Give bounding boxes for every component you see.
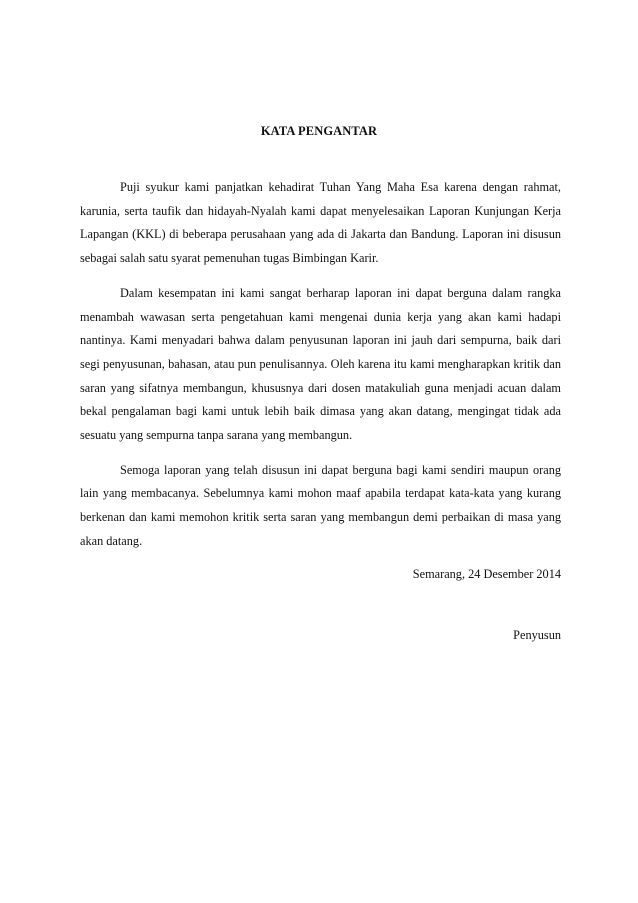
paragraph-1: Puji syukur kami panjatkan kehadirat Tuhan Yang Maha Esa karena dengan rahmat, karunia, serta taufik dan hidayah-Nyalah kami dapat menyelesaikan Laporan Kunjungan Kerja Lapangan (KKL) di beberapa perusahaan yang ada di Jakarta dan Bandung. Laporan ini disusun sebagai salah satu syarat pemenuhan tugas Bimbingan Karir. <box>80 180 561 266</box>
paragraph-2: Dalam kesempatan ini kami sangat berharap laporan ini dapat berguna dalam rangka menambah wawasan serta pengetahuan kami mengenai dunia kerja yang akan kami hadapi nantinya. Kami menyadari bahwa dalam penyusunan laporan ini jauh dari sempurna, baik dari segi penyusunan, bahasan, atau pun penulisannya. Oleh karena itu kami mengharapkan kritik dan saran yang sifatnya membangun, khususnya dari dosen matakuliah guna menjadi acuan dalam bekal pengalaman bagi kami untuk lebih baik dimasa yang akan datang, mengingat tidak ada sesuatu yang sempurna tanpa sarana yang membangun. <box>80 285 561 443</box>
page-title: KATA PENGANTAR <box>260 124 378 138</box>
place-date: Semarang, 24 Desember 2014 <box>412 567 561 581</box>
paragraph-3: Semoga laporan yang telah disusun ini dapat berguna bagi kami sendiri maupun orang lain yang membacanya. Sebelumnya kami mohon maaf apabila terdapat kata-kata yang kurang berkenan dan kami memohon kritik serta saran yang membangun demi perbaikan di masa yang akan datang. <box>80 462 561 548</box>
author-signature: Penyusun <box>513 628 561 642</box>
document-body <box>80 176 561 565</box>
